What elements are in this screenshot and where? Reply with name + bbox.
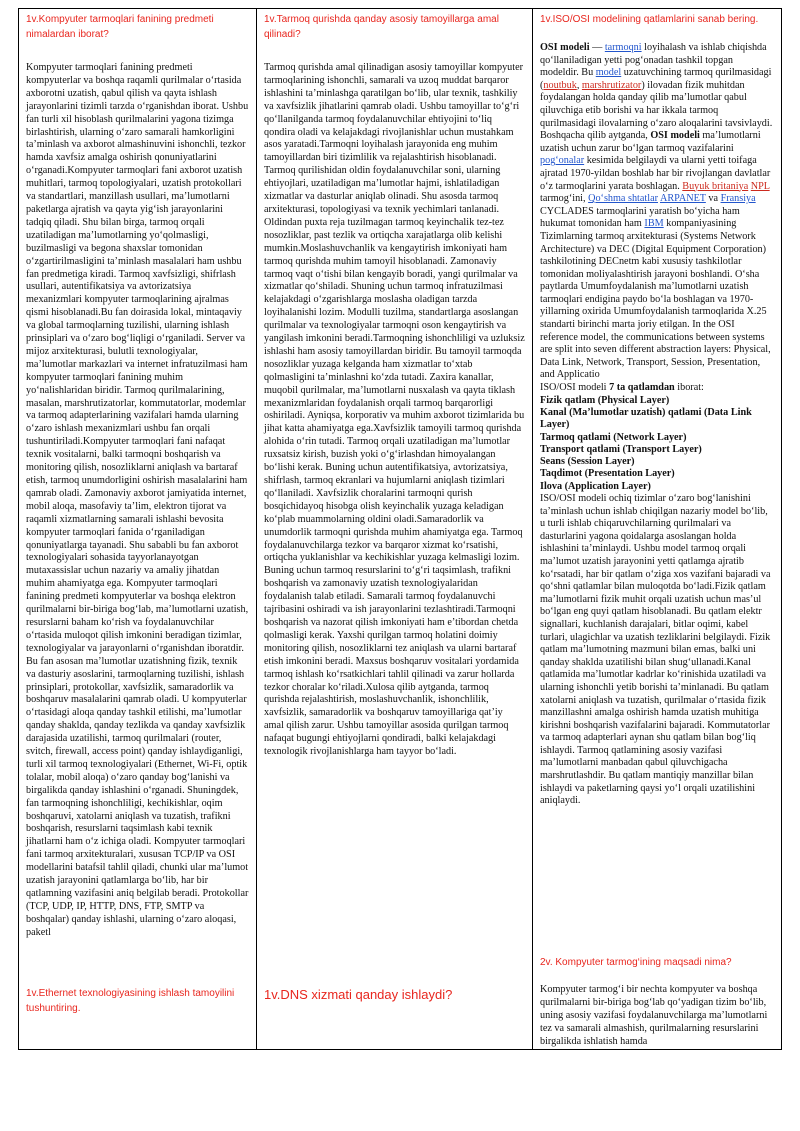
- intro-text: kesimida belgilaydi va ularni yetti toifaga ajratad 1970-yildan boshlab har bir rivojlangan davlatlar o‘z tarmoqlarini yarata boshlagan.: [540, 155, 771, 192]
- osi-intro-paragraph: [540, 42, 774, 382]
- layers-intro-text: iborat:: [674, 382, 704, 394]
- link-arpanet[interactable]: ARPANET: [659, 193, 706, 205]
- column-3: [533, 9, 781, 1049]
- link-pogonalar[interactable]: pog‘onalar: [540, 155, 585, 167]
- answer-text: [540, 42, 774, 808]
- layer-item: Transport qatlami (Transport Layer): [540, 443, 702, 455]
- va-text: va: [705, 193, 721, 205]
- comma-text: ,: [576, 79, 582, 91]
- document-page: [18, 8, 782, 1050]
- column-1: [19, 9, 257, 1049]
- osi-model-term: OSI modeli: [650, 130, 700, 142]
- next-section: [540, 955, 774, 1049]
- layer-item: Taqdimot (Presentation Layer): [540, 468, 675, 480]
- layer-item: Kanal (Ma’lumotlar uzatish) qatlami (Data Link Layer): [540, 406, 752, 431]
- question-heading: 1v.Kompyuter tarmoqlari fanining predmeti nimalardan iborat?: [26, 14, 214, 40]
- layer-item: Tarmoq qatlami (Network Layer): [540, 431, 687, 443]
- link-noutbuk[interactable]: noutbuk: [543, 79, 577, 91]
- link-buyuk-britaniya[interactable]: Buyuk britaniya: [682, 180, 749, 192]
- intro-text: CYCLADES tarmoqlarini yaratish bo‘yicha ham hukumat tomonidan ham: [540, 205, 740, 230]
- next-question-heading: 1v.DNS xizmati qanday ishlaydi?: [264, 987, 453, 1002]
- intro-text: ma’lumotlarni uzatish uchun zarur bo‘lgan tarmoq vazifalarini: [540, 130, 761, 154]
- intro-text: uzatuvchining tarmoq qurilmasidagi (: [540, 67, 772, 91]
- next-answer-text: [540, 984, 774, 1049]
- dash-text: —: [589, 42, 605, 53]
- layer-item: Seans (Session Layer): [540, 456, 635, 468]
- question-heading: 1v.Tarmoq qurishda qanday asosiy tamoyillarga amal qilinadi?: [264, 14, 499, 40]
- link-marshrutizator[interactable]: marshrutizator: [581, 79, 642, 91]
- intro-text: kompaniyasining Tizimlarning tarmoq arxitekturasi (Systems Network Architecture) va DEC (Digital Equipment Corporation) tashkilotining DECnetm kabi xususiy tashkilotlar tomonidan moliyalashtirish jarayoni boshlandi. O‘sha paytlarda Umumfoydalanish ma’lumotlarni uzatish tarmoqlari endigina paydo bo‘la boshlagan va 1970-yillarning oxirida Umumfoydalanish tarmoqlarida X.25 standarti birinchi marta joriy etilgan. In the OSI reference model, the communications between systems are split into seven different abstraction layers: Physical, Data Link, Network, Transport, Session, Presentation, and Applicatio: [540, 218, 771, 381]
- column-2: [257, 9, 533, 1049]
- intro-text: tarmog‘ini,: [540, 193, 589, 205]
- layers-intro: [540, 382, 774, 395]
- link-fransiya[interactable]: Fransiya: [720, 193, 756, 205]
- osi-model-term: OSI modeli: [540, 42, 590, 53]
- layers-intro-text: ISO/OSI modeli: [540, 382, 610, 394]
- link-model[interactable]: model: [595, 67, 622, 79]
- next-answer-paragraph: Kompyuter tarmog‘i bir nechta kompyuter va boshqa qurilmalarni bir-biriga bog‘lab qo‘yadigan tizim bo‘lib, uning asosiy vazifasi foydalanuvchilarga ma’lumotlarni tez va samarali almashish, qurilmalarning resurslarini birgalikda ishlatish hamda: [540, 984, 768, 1047]
- layer-item: Ilova (Application Layer): [540, 480, 651, 492]
- link-npl[interactable]: NPL: [750, 180, 770, 192]
- intro-text: loyihalash va ishlab chiqishda qo‘llaniladigan yetti pog‘onadan tashkil topgan modeldir. Bu: [540, 42, 767, 79]
- link-tarmoqni[interactable]: tarmoqni: [604, 42, 642, 53]
- osi-layers-list: [540, 395, 774, 493]
- intro-text: ) ilovadan fizik muhitdan foydalangan holda qanday qilib ma’lumotlar qabul qiluvchiga etib borishi va har ikkala tarmoq qurilmasidagi ilovalarning o‘zaro aloqalarini tavsivlaydi. Boshqacha qilib aytganda,: [540, 79, 773, 142]
- answer-paragraph: Tarmoq qurishda amal qilinadigan asosiy tamoyillar kompyuter tarmoqlarining ishonchli, samarali va uzoq muddat barqaror ishlashini ta’minlashga qaratilgan bo‘lib, ular texnik, tashkiliy va xavfsizlik jihatlarini qamrab oladi. Ushbu tamoyillar to‘g‘ri qo‘llanilganda tarmoq foydalanuvchilar ehtiyojini to‘liq qondira oladi va kelajakdagi rivojlanishlar uchun mustahkam asos yaratadi.Tarmoqni loyihalash jarayonida eng muhim tamoyillardan biri tizimlilik va rejalashtirish hisoblanadi. Tarmoq qurilishidan oldin foydalanuvchilar soni, ularning ehtiyojlari, uzatiladigan ma’lumotlar hajmi, ishlatiladigan xizmatlar va dasturlar aniqlab olinadi. Shu asosda tarmoq arxitekturasi, topologiyasi va texnik yechimlari tanlanadi. Oldindan puxta reja tuzilmagan tarmoq keyinchalik tez-tez nosozliklar, past tezlik va ortiqcha xarajatlarga olib kelishi mumkin.Moslashuvchanlik va kengaytirish imkoniyati ham tarmoq qurishda muhim tamoyil hisoblanadi. Zamonaviy tarmoq vaqt o‘tishi bilan kengayib boradi, yangi qurilmalar va xizmatlar qo‘shiladi. Shuning uchun tarmoq infratuzilmasi kelajakdagi o‘zgarishlarga moslasha oladigan tarzda loyihalanishi lozim. Modulli tuzilma, standartlarga asoslangan qurilmalar va texnologiyalar tarmoqni oson kengaytirish va yangilash imkonini beradi.Tarmoqning ishonchliligi va uzluksiz ishlashi ham asosiy tamoyillardan biridir. Bu tamoyil tarmoqda nosozliklar yuzaga kelganda ham xizmatlar to‘xtab qolmasligini ta’minlashni ko‘zda tutadi. Zaxira kanallar, muqobil qurilmalar, ma’lumotlarni nusxalash va qayta tiklash mexanizmlaridan foydalanish orqali tarmoq barqarorligi oshiriladi. Ayniqsa, korporativ va muhim axborot tizimlarida bu jihat katta ahamiyatga ega.Xavfsizlik tamoyili tarmoq qurishda alohida o‘rin tutadi. Tarmoq orqali uzatiladigan ma’lumotlar ruxsatsiz kirish, buzish yoki o‘g‘irlashdan himoyalangan bo‘lishi kerak. Buning uchun autentifikatsiya, avtorizatsiya, shifrlash, tarmoq ekranlari va hujumlarni aniqlash tizimlari qo‘llaniladi. Xavfsizlik choralarini tarmoqni qurish bosqichidayoq hisobga olish keyinchalik yuzaga keladigan ko‘plab muammolarning oldini oladi.Samaradorlik va unumdorlik tarmoqni qurishda muhim ahamiyatga ega. Tarmoq foydalanuvchilarga tezkor va barqaror xizmat ko‘rsatishi, ortiqcha yuklanishlar va kechikishlar yuzaga kelmasligi lozim. Buning uchun tarmoq resurslarini to‘g‘ri taqsimlash, trafikni boshqarish va zamonaviy uzatish texnologiyalaridan foydalanish talab etiladi. Samarali tarmoq foydalanuvchi tajribasini oshiradi va ish jarayonlarini tezlashtiradi.Tarmoqni boshqarish va nazorat qilish imkoniyati ham e’tibordan chetda qolmasligi kerak. Yaxshi qurilgan tarmoq holatini doimiy monitoring qilish, nosozliklarni tez aniqlash va ularni bartaraf etish imkonini beradi. Maxsus boshqaruv vositalari yordamida tarmoq ishlash ko‘rsatkichlari tahlil qilinadi va zarur hollarda tezkor choralar ko‘riladi.Xulosa qilib aytganda, tarmoq qurishda rejalashtirish, moslashuvchanlik, ishonchlilik, xavfsizlik, samaradorlik va boshqaruv tamoyillariga qat’iy amal qilish zarur. Ushbu tamoyillar asosida qurilgan tarmoq nafaqat bugungi ehtiyojlarni qondiradi, balki kelajakdagi texnologik rivojlanishlarga ham tayyor bo‘ladi.: [264, 62, 525, 758]
- question-heading: 1v.ISO/OSI modelining qatlamlarini sanab bering.: [540, 14, 759, 25]
- layer-item: Fizik qatlam (Physical Layer): [540, 394, 670, 406]
- next-question-heading: 1v.Ethernet texnologiyasining ishlash tamoyilini tushuntiring.: [26, 988, 235, 1014]
- link-qoshma-shtatlar[interactable]: Qo‘shma shtatlar: [588, 193, 658, 205]
- next-question-heading: 2v. Kompyuter tarmog‘ining maqsadi nima?: [540, 957, 732, 968]
- layers-count: 7 ta qatlamdan: [609, 382, 675, 394]
- answer-text: [26, 62, 249, 940]
- answer-text: [264, 62, 525, 759]
- link-ibm[interactable]: IBM: [644, 218, 664, 230]
- osi-detail-paragraph: ISO/OSI modeli ochiq tizimlar o‘zaro bog‘lanishini ta’minlash uchun ishlab chiqilgan nazariy model bo‘lib, u turli ishlab chiqaruvchilarning qurilmalari va dasturlarini yagona qoidalarga asoslangan holda ishlashini ta’minlaydi. Ushbu model tarmoq orqali ma’lumot uzatish jarayonini yetti qatlamga ajratib ko‘rsatadi, har bir qatlam o‘ziga xos vazifani bajaradi va qo‘shni qatlamlar bilan muloqotda bo‘ladi.Fizik qatlam ma’lumotlarni fizik muhit orqali uzatish uchun mas’ul bo‘lgan eng quyi qatlam hisoblanadi. Bu qatlam elektr signallari, kuchlanish darajalari, bitlar oqimi, kabel turlari, ulagichlar va uzatish tezliklarini belgilaydi. Fizik qatlam ma’lumotning mazmuni bilan emas, balki uni qanday shaklda uzatilishi bilan shug‘ullanadi.Kanal qatlamida ma’lumotlar kadrlar ko‘rinishida uzatiladi va ularning ishonchli yetib borishi ta’minlanadi. Bu qatlam xatolarni aniqlash va tuzatish, qurilmalar o‘rtasida fizik manzillashni amalga oshirish hamda uzatish muhitiga kirishni boshqarish vazifalarini bajaradi. Kommutatorlar va tarmoq adapterlari aynan shu qatlam bilan bog‘liq ishlaydi. Tarmoq qatlamining asosiy vazifasi ma’lumotlarni manbadan qabul qiluvchigacha marshrutlashdir. Bu qatlam mantiqiy manzillar bilan ishlaydi va paketlarning qaysi yo‘l orqali uzatilishini aniqlaydi.: [540, 493, 771, 807]
- answer-paragraph: Kompyuter tarmoqlari fanining predmeti kompyuterlar va boshqa raqamli qurilmalar o‘rtasida axborotni uzatish, qabul qilish va qayta ishlash jarayonlarini tizimli tarzda o‘rganishdan iborat. Ushbu fan turli xil hisoblash qurilmalarini yagona tizimga birlashtirish, ularning o‘zaro samarali hamkorligini ta’minlash va axborot almashinuvini ishonchli, tezkor hamda xavfsiz amalga oshirish qonuniyatlarini o‘rganadi.Kompyuter tarmoqlari fani axborot uzatish muhitlari, tarmoq topologiyalari, uzatish protokollari va standartlari, manzillash usullari, ma’lumotlarni paketlarga ajratish va qayta yig‘ish jarayonlarini tadqiq qiladi. Shu bilan birga, tarmoq orqali uzatiladigan ma’lumotlarning yo‘qolmasligi, buzilmasligi va begona shaxslar tomonidan o‘zgartirilmasligini ta’minlash masalalari ham ushbu fan predmetiga kiradi. Tarmoq xavfsizligi, shifrlash usullari, autentifikatsiya va avtorizatsiya mexanizmlari kompyuter tarmoqlarining ajralmas qismi hisoblanadi.Bu fan doirasida lokal, mintaqaviy va global tarmoqlarning tuzilishi, ularning ishlash prinsiplari va o‘zaro bog‘liqligi o‘rganiladi. Server va mijoz arxitekturasi, bulutli texnologiyalar, ma’lumotlar markazlari va internet infratuzilmasi ham kompyuter tarmoqlari fanining muhim yo‘nalishlaridan biridir. Tarmoq qurilmalarining, masalan, marshrutizatorlar, kommutatorlar, modemlar va tarmoq adapterlarining vazifalari hamda ularning o‘zaro ishlash mexanizmlari ushbu fan orqali tushuntiriladi.Kompyuter tarmoqlari fani nafaqat texnik vositalarni, balki tarmoqni boshqarish va monitoring qilish, nosozliklarni aniqlash va bartaraf etish, tarmoq unumdorligini oshirish masalalarini ham qamrab oladi. Zamonaviy axborot jamiyatida internet, mobil aloqa, masofaviy ta’lim, elektron tijorat va raqamli xizmatlarning samarali ishlashi bevosita kompyuter tarmoqlari fanida o‘rganiladigan qonuniyatlarga tayanadi. Shu sababli bu fan axborot texnologiyalari sohasida tayyorlanayotgan mutaxassislar uchun nazariy va amaliy jihatdan muhim ahamiyatga ega. Kompyuter tarmoqlari fanining predmeti kompyuterlar va boshqa elektron qurilmalarni bir-biriga bog‘lab, ma’lumotlarni uzatish, resurslarni baham ko‘rish va foydalanuvchilar o‘rtasida muloqot qilish imkonini beradigan tizimlar, texnologiyalar va jarayonlarni o‘rganishdan iboratdir. Bu fan asosan ma’lumotlar uzatishning fizik, texnik va dasturiy asoslarini, tarmoqlarning tuzilishi, ishlash prinsiplari, protokollar, xavfsizlik, samaradorlik va boshqaruv masalalarini qamrab oladi. U kompyuterlar o‘rtasidagi aloqa qanday tashkil etilishi, ma’lumotlar qanday shaklda, qanday tezlikda va qanday xavfsizlik darajasida uzatilishi, tarmoq qurilmalari (router, svitch, firewall, access point) qanday ishlaydiganligi, turli xil tarmoq texnologiyalari (Ethernet, Wi-Fi, optik tolalar, mobil aloqa) o‘zaro qanday bog‘lanishi va birgalikda qanday ishlashini o‘rganadi. Shuningdek, fan tarmoqning ishonchliligi, kechikishlar, oqim boshqaruvi, xatolarni aniqlash va tuzatish, trafikni boshqarish, resurslarni taqsimlash kabi texnik jihatlarni ham o‘z ichiga oladi. Kompyuter tarmoqlari fani tarmoq arxitekturalari, xususan TCP/IP va OSI modellarini batafsil tahlil qiladi, chunki ular ma’lumot uzatish jarayonini qatlamlarga bo‘lib, har bir qatlamning vazifasini aniq belgilab beradi. Protokollar (TCP, UDP, IP, HTTP, DNS, FTP, SMTP va boshqalar) qanday ishlashi, ularning o‘zaro aloqasi, paketl: [26, 62, 249, 938]
